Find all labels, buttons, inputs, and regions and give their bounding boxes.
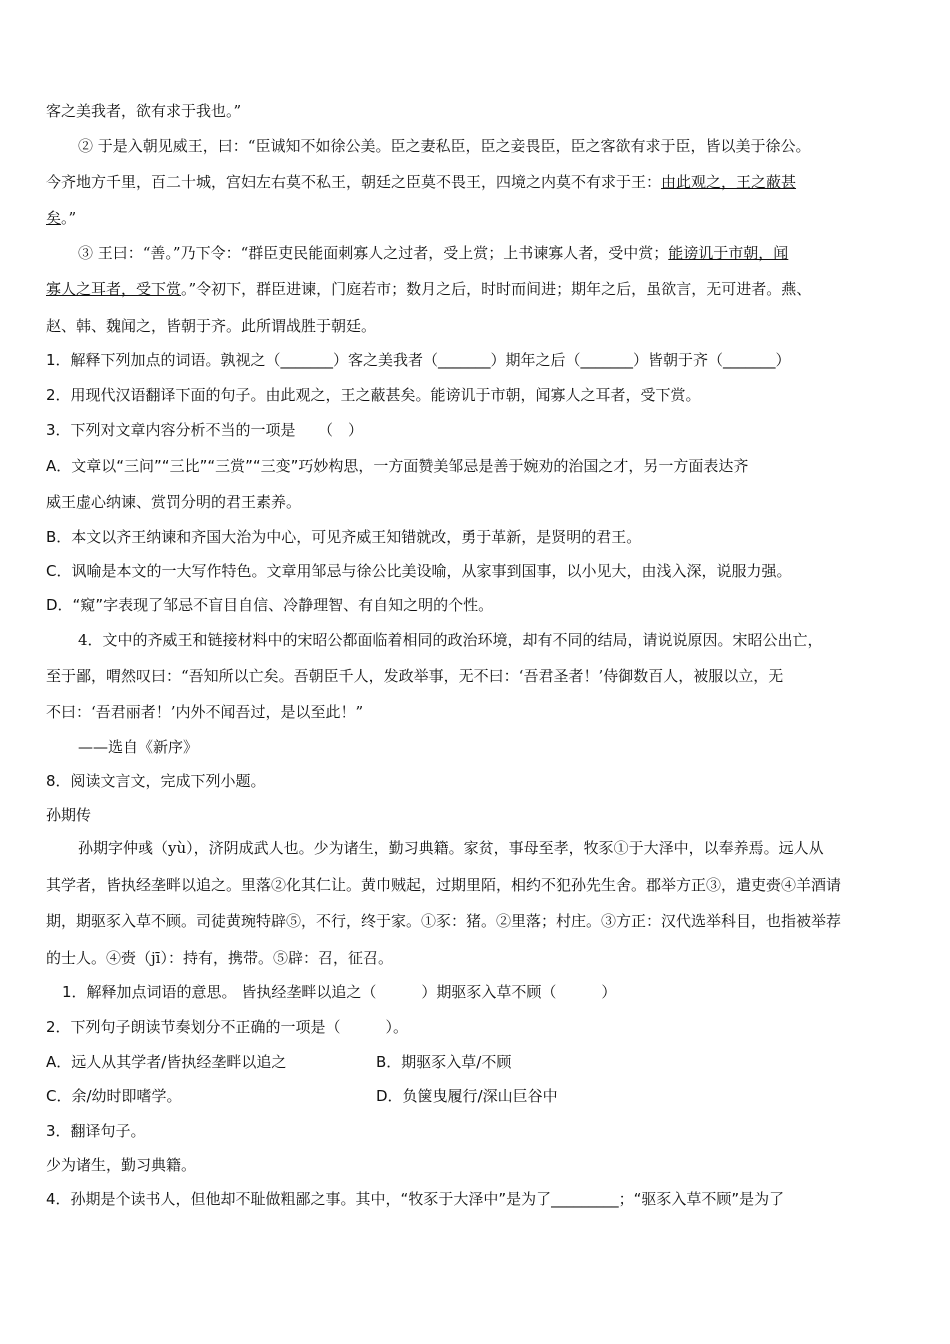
question-4-source: ——选自《新序》	[78, 738, 199, 756]
passage-line: 客之美我者，欲有求于我也。”	[46, 102, 242, 120]
passage-text: 今齐地方千里，百二十城，宫妇左右莫不私王，朝廷之臣莫不畏王，四境之内莫不有求于王：	[46, 173, 662, 191]
section-8-text-line-2: 其学者，皆执经垄畔以追之。里落②化其仁让。黄巾贼起，过期里陌，相约不犯孙先生舍。郡举方正③，遣吏赍④羊酒请	[46, 876, 842, 894]
question-4-line-3: 不曰：‘吾君丽者！’内外不闻吾过，是以至此！”	[46, 703, 364, 721]
question-3-option-a-line-2: 威王虚心纳谏、赏罚分明的君王素养。	[46, 493, 302, 511]
section-8-question-3-sentence: 少为诸生，勤习典籍。	[46, 1156, 197, 1174]
passage-paragraph-3-line-2	[46, 279, 908, 299]
question-3: 3．下列对文章内容分析不当的一项是 （ ）	[46, 421, 364, 439]
option-c: C．余/幼时即嗜学。	[46, 1087, 182, 1105]
section-8-question-4: 4．孙期是个读书人，但他却不耻做粗鄙之事。其中，“牧豕于大泽中”是为了_________；“驱豕入草不顾”是为了	[46, 1190, 785, 1208]
underlined-sentence: 矣	[46, 209, 62, 227]
question-4-line-2: 至于鄙，喟然叹曰：“吾知所以亡矣。吾朝臣千人，发政举事，无不曰：‘吾君圣者！’侍御数百人，被服以立，无	[46, 667, 784, 685]
section-8-text-line-4: 的士人。④赍（jī）：持有，携带。⑤辟：召，征召。	[46, 949, 393, 967]
passage-paragraph-2-line-1: ② 于是入朝见威王，曰：“臣诚知不如徐公美。臣之妻私臣，臣之妾畏臣，臣之客欲有求于臣，皆以美于徐公。	[78, 137, 811, 155]
section-8-heading: 8．阅读文言文，完成下列小题。	[46, 772, 266, 790]
question-3-option-d: D．“窥”字表现了邹忌不盲目自信、冷静理智、有自知之明的个性。	[46, 596, 494, 614]
option-d: D．负箧曳履行/深山巨谷中	[376, 1087, 558, 1105]
passage-paragraph-2-line-3	[46, 208, 908, 228]
section-8-title: 孙期传	[46, 806, 92, 824]
passage-paragraph-3-line-1	[78, 243, 908, 263]
question-3-option-a-line-1: A．文章以“三问”“三比”“三赏”“三变”巧妙构思，一方面赞美邹忌是善于婉劝的治国之才，另一方面表达齐	[46, 457, 749, 475]
question-1: 1．解释下列加点的词语。孰视之（_______）客之美我者（_______）期年之后（_______）皆朝于齐（_______）	[46, 351, 791, 369]
question-3-option-c: C．讽喻是本文的一大写作特色。文章用邹忌与徐公比美设喻，从家事到国事，以小见大，由浅入深，说服力强。	[46, 562, 792, 580]
passage-paragraph-2-line-2	[46, 172, 908, 192]
passage-text: 。”	[61, 209, 77, 227]
section-8-question-2-options-row-1	[46, 1052, 908, 1072]
option-b: B．期驱豕入草/不顾	[376, 1053, 512, 1071]
section-8-question-2: 2．下列句子朗读节奏划分不正确的一项是（ ）。	[46, 1018, 409, 1036]
section-8-question-1: 1．解释加点词语的意思。 皆执经垄畔以追之（ ）期驱豕入草不顾（ ）	[62, 983, 617, 1001]
section-8-text-line-1: 孙期字仲彧（yù），济阴成武人也。少为诸生，勤习典籍。家贫，事母至孝，牧豕①于大泽中，以奉养焉。远人从	[78, 839, 824, 857]
passage-paragraph-3-line-3: 赵、韩、魏闻之，皆朝于齐。此所谓战胜于朝廷。	[46, 317, 377, 335]
question-4-line-1: 4．文中的齐威王和链接材料中的宋昭公都面临着相同的政治环境，却有不同的结局，请说说原因。宋昭公出亡，	[78, 631, 823, 649]
underlined-sentence: 由此观之，王之蔽甚	[661, 173, 797, 191]
question-2: 2．用现代汉语翻译下面的句子。由此观之，王之蔽甚矣。能谤讥于市朝，闻寡人之耳者，受下赏。	[46, 386, 701, 404]
option-a: A．远人从其学者/皆执经垄畔以追之	[46, 1053, 287, 1071]
underlined-sentence: 寡人之耳者，受下赏	[46, 280, 182, 298]
section-8-question-3: 3．翻译句子。	[46, 1122, 146, 1140]
passage-text: ③ 王曰：“善。”乃下令：“群臣吏民能面刺寡人之过者，受上赏；上书谏寡人者，受中赏；	[78, 244, 669, 262]
passage-text: 。”令初下，群臣进谏，门庭若市；数月之后，时时而间进；期年之后，虽欲言，无可进者。燕、	[181, 280, 812, 298]
question-3-option-b: B．本文以齐王纳谏和齐国大治为中心，可见齐威王知错就改，勇于革新，是贤明的君王。	[46, 528, 642, 546]
section-8-text-line-3: 期，期驱豕入草不顾。司徒黄琬特辟⑤，不行，终于家。①豕：猪。②里落；村庄。③方正：汉代选举科目，也指被举荐	[46, 912, 842, 930]
section-8-question-2-options-row-2	[46, 1086, 908, 1106]
underlined-sentence: 能谤讥于市朝，闻	[668, 244, 789, 262]
